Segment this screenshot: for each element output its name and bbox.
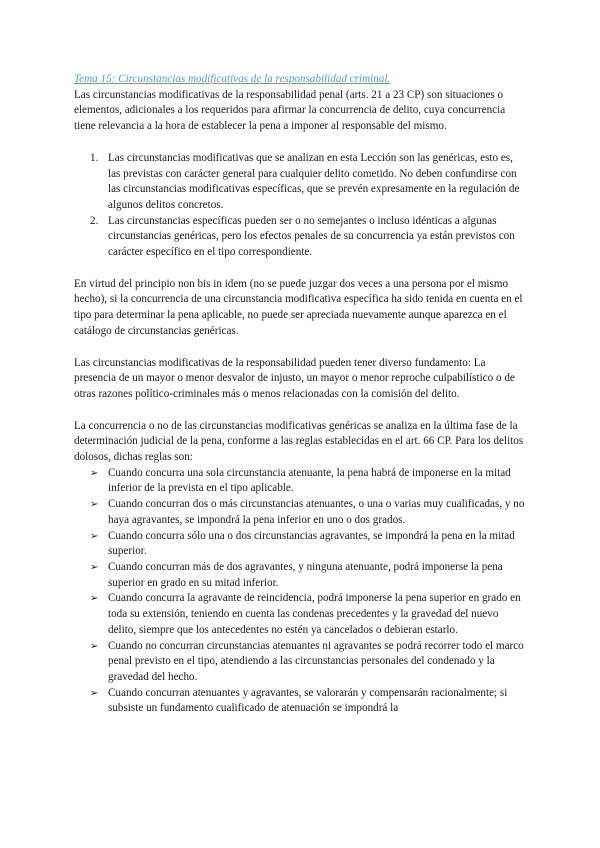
bullet-item — [74, 466, 526, 497]
bullet-item — [74, 529, 526, 560]
bullet-text: Cuando concurran más de dos agravantes, y ninguna atenuante, podrá imponerse la pena superior en grado en su mitad inferior. — [108, 560, 503, 589]
document-body — [74, 72, 526, 717]
bullet-item — [74, 497, 526, 528]
spacer — [74, 340, 526, 356]
fundamento-paragraph: Las circunstancias modificativas de la responsabilidad pueden tener diverso fundamento: La presencia de un mayor o menor desvalor de injusto, un mayor o menor reproche culpabilístico o de otras razones político-criminales más o menos relacionadas con la comisión del delito. — [74, 356, 515, 400]
bullet-text: Cuando concurran dos o más circunstancias atenuantes, o una o varias muy cualificadas, y no haya agravantes, se impondrá la pena inferior en uno o dos grados. — [108, 498, 525, 526]
arrow-bullet-icon: ➢ — [90, 467, 99, 479]
bullet-item — [74, 686, 526, 717]
intro-paragraph: Las circunstancias modificativas de la responsabilidad penal (arts. 21 a 23 CP) son situaciones o elementos, adicionales a los requeridos para afirmar la concurrencia de delito, cuya concurrencia tiene relevancia a la hora de establecer la pena a imponer al responsable del mismo. — [74, 88, 506, 133]
bullet-text: Cuando concurra una sola circunstancia atenuante, la pena habrá de imponerse en la mitad inferior de la prevista en el tipo aplicable. — [108, 466, 511, 495]
list-item-text: Las circunstancias específicas pueden ser o no semejantes o incluso idénticas a algunas circunstancias genéricas, pero los efectos penales de su concurrencia ya están previstos con carácter específico en el tipo correspondiente. — [108, 214, 515, 259]
spacer — [74, 261, 526, 277]
bullet-text: Cuando concurran atenuantes y agravantes, se valorarán y compensarán racionalmente; si subsiste un fundamento cualificado de atenuación se impondrá la — [108, 686, 508, 715]
bullet-text: Cuando concurra sólo una o dos circunstancias agravantes, se impondrá la pena en la mitad superior. — [108, 529, 515, 558]
list-item — [74, 151, 526, 214]
section-title[interactable]: Tema 15: Circunstancias modificativas de la responsabilidad criminal. — [74, 73, 391, 85]
arrow-bullet-icon: ➢ — [90, 561, 99, 573]
list-number: 1. — [90, 151, 99, 164]
arrow-bullet-icon: ➢ — [90, 640, 99, 652]
list-item-text: Las circunstancias modificativas que se analizan en esta Lección son las genéricas, esto es, las previstas con carácter general para cualquier delito cometido. No deben confundirse con las circunstancias modificativas específicas, que se prevén expresamente en la regulación de algunos delitos concretos. — [108, 151, 520, 211]
arrow-bullet-icon: ➢ — [90, 687, 99, 699]
spacer — [74, 403, 526, 419]
bullet-item — [74, 639, 526, 686]
arrow-bullet-icon: ➢ — [90, 593, 99, 605]
arrow-bullet-icon: ➢ — [90, 530, 99, 542]
numbered-list — [74, 151, 526, 261]
non-bis-in-idem-paragraph: En virtud del principio non bis in idem (no se puede juzgar dos veces a una persona por el mismo hecho), si la concurrencia de una circunstancia modificativa específica ha sido tenida en cuenta en el tipo para determinar la pena aplicable, no puede ser apreciada nuevamente aunque aparezca en el catálogo de circunstancias genéricas. — [74, 277, 523, 337]
reglas-paragraph: La concurrencia o no de las circunstancias modificativas genéricas se analiza en la última fase de la determinación judicial de la pena, conforme a las reglas establecidas en el art. 66 CP. Para los delitos dolosos, dichas reglas son: — [74, 419, 524, 464]
list-number: 2. — [90, 214, 99, 227]
arrow-bullet-icon: ➢ — [90, 499, 99, 511]
rules-bullet-list — [74, 466, 526, 717]
bullet-text: Cuando concurra la agravante de reincidencia, podrá imponerse la pena superior en grado en toda su extensión, teniendo en cuenta las condenas precedentes y la gravedad del nuevo delito, siempre que los antecedentes no estén ya cancelados o debieran estarlo. — [108, 592, 521, 636]
bullet-text: Cuando no concurran circunstancias atenuantes ni agravantes se podrá recorrer todo el marco penal previsto en el tipo, atendiendo a las circunstancias personales del condenado y la gravedad del hecho. — [108, 639, 524, 683]
spacer — [74, 135, 526, 151]
bullet-item — [74, 591, 526, 638]
list-item — [74, 214, 526, 261]
bullet-item — [74, 560, 526, 591]
